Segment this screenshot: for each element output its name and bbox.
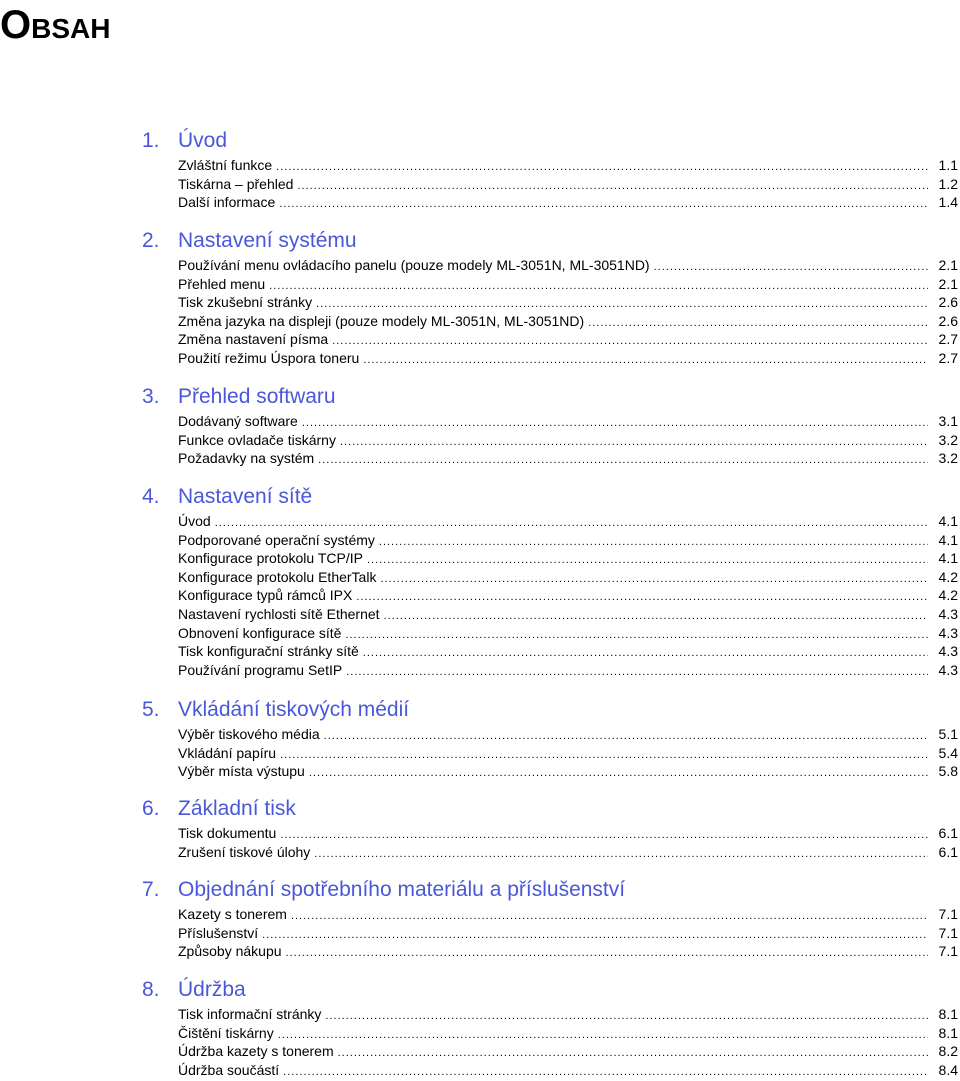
entry-title: Tiskárna – přehled: [178, 175, 294, 192]
toc-chapter-3: [140, 384, 960, 468]
chapter-number: 6.: [142, 797, 160, 820]
entry-page-number: 1.4: [938, 194, 958, 211]
toc-entry[interactable]: [178, 349, 958, 368]
entry-title: Čištění tiskárny: [178, 1024, 274, 1041]
dot-leader: [286, 944, 928, 963]
toc-entry[interactable]: [178, 586, 958, 605]
chapter-entries: [140, 905, 960, 961]
entry-title: Konfigurace typů rámců IPX: [178, 587, 353, 604]
toc-entry[interactable]: [178, 1024, 958, 1043]
entry-title: Další informace: [178, 194, 276, 211]
toc-entry[interactable]: [178, 531, 958, 550]
chapter-title: Objednání spotřebního materiálu a příslušenství: [178, 878, 626, 901]
entry-title: Tisk konfigurační stránky sítě: [178, 643, 359, 660]
chapter-number: 4.: [142, 485, 160, 508]
entry-title: Tisk informační stránky: [178, 1006, 322, 1022]
chapter-title: Údržba: [178, 978, 246, 1001]
chapter-number: 3.: [142, 385, 160, 408]
toc-entry[interactable]: [178, 824, 958, 843]
toc-entry[interactable]: [178, 624, 958, 643]
chapter-heading[interactable]: [140, 796, 960, 822]
dot-leader: [318, 451, 928, 470]
entry-title: Přehled menu: [178, 275, 266, 292]
entry-page-number: 4.2: [938, 587, 958, 604]
toc-entry[interactable]: [178, 1005, 958, 1024]
entry-page-number: 5.8: [938, 763, 958, 780]
entry-title: Zvláštní funkce: [178, 157, 273, 173]
toc-entry[interactable]: [178, 193, 958, 212]
entry-title: Vkládání papíru: [178, 744, 277, 761]
entry-page-number: 4.1: [938, 513, 958, 529]
entry-title: Příslušenství: [178, 924, 259, 941]
entry-title: Konfigurace protokolu EtherTalk: [178, 568, 377, 585]
entry-page-number: 5.4: [938, 744, 958, 761]
entry-title: Údržba kazety s tonerem: [178, 1043, 334, 1060]
chapter-title: Nastavení systému: [178, 229, 357, 252]
chapter-heading[interactable]: [140, 384, 960, 410]
toc-chapter-5: [140, 697, 960, 781]
entry-title: Výběr tiskového média: [178, 726, 320, 742]
entry-page-number: 8.4: [938, 1061, 958, 1078]
entry-page-number: 2.7: [938, 349, 958, 366]
entry-page-number: 4.1: [938, 550, 958, 567]
chapter-entries: [140, 725, 960, 781]
chapter-entries: [140, 156, 960, 212]
chapter-title: Vkládání tiskových médií: [178, 698, 410, 721]
chapter-entries: [140, 512, 960, 679]
chapter-title: Nastavení sítě: [178, 485, 313, 508]
chapter-number: 8.: [142, 978, 160, 1001]
entry-page-number: 6.1: [938, 843, 958, 860]
toc-entry[interactable]: [178, 431, 958, 450]
entry-page-number: 1.1: [938, 157, 958, 173]
chapter-entries: [140, 256, 960, 368]
toc-entry[interactable]: [178, 642, 958, 661]
entry-page-number: 4.3: [938, 624, 958, 641]
toc-entry[interactable]: [178, 512, 958, 531]
entry-title: Požadavky na systém: [178, 450, 315, 467]
dot-leader: [363, 351, 928, 370]
entry-title: Zrušení tiskové úlohy: [178, 843, 311, 860]
chapter-title: Úvod: [178, 129, 228, 152]
entry-title: Podporované operační systémy: [178, 531, 375, 548]
entry-page-number: 8.2: [938, 1043, 958, 1060]
entry-title: Kazety s tonerem: [178, 906, 287, 922]
toc-entry[interactable]: [178, 924, 958, 943]
chapter-heading[interactable]: [140, 697, 960, 723]
toc-entry[interactable]: [178, 256, 958, 275]
dot-leader: [309, 764, 928, 783]
toc-entry[interactable]: [178, 843, 958, 862]
entry-page-number: 7.1: [938, 924, 958, 941]
entry-page-number: 4.3: [938, 661, 958, 678]
toc-chapter-4: [140, 484, 960, 679]
entry-title: Změna nastavení písma: [178, 331, 329, 348]
entry-page-number: 1.2: [938, 175, 958, 192]
toc-entry[interactable]: [178, 549, 958, 568]
entry-page-number: 4.3: [938, 605, 958, 622]
chapter-heading[interactable]: [140, 977, 960, 1003]
toc-entry[interactable]: [178, 449, 958, 468]
chapter-heading[interactable]: [140, 484, 960, 510]
toc-entry[interactable]: [178, 744, 958, 763]
entry-page-number: 4.1: [938, 531, 958, 548]
entry-page-number: 7.1: [938, 943, 958, 960]
entry-page-number: 3.2: [938, 450, 958, 467]
entry-title: Konfigurace protokolu TCP/IP: [178, 550, 363, 567]
toc-entry[interactable]: [178, 605, 958, 624]
entry-title: Používání programu SetIP: [178, 661, 343, 678]
entry-page-number: 2.1: [938, 275, 958, 292]
entry-page-number: 2.6: [938, 312, 958, 329]
chapter-entries: [140, 824, 960, 861]
toc-chapter-8: [140, 977, 960, 1079]
toc-entry[interactable]: [178, 725, 958, 744]
entry-title: Funkce ovladače tiskárny: [178, 431, 336, 448]
toc-chapter-1: [140, 128, 960, 212]
chapter-number: 5.: [142, 698, 160, 721]
entry-title: Způsoby nákupu: [178, 943, 282, 960]
toc-entry[interactable]: [178, 330, 958, 349]
entry-page-number: 2.6: [938, 294, 958, 311]
toc-entry[interactable]: [178, 175, 958, 194]
entry-title: Použití režimu Úspora toneru: [178, 349, 360, 366]
toc-entry[interactable]: [178, 942, 958, 961]
entry-page-number: 6.1: [938, 825, 958, 841]
entry-page-number: 8.1: [938, 1006, 958, 1022]
chapter-heading[interactable]: [140, 128, 960, 154]
dot-leader: [279, 195, 928, 214]
chapter-number: 7.: [142, 878, 160, 901]
toc-chapter-2: [140, 228, 960, 368]
chapter-entries: [140, 1005, 960, 1079]
entry-page-number: 8.1: [938, 1024, 958, 1041]
chapter-number: 2.: [142, 229, 160, 252]
chapter-title: Základní tisk: [178, 797, 296, 820]
toc-entry[interactable]: [178, 568, 958, 587]
chapter-entries: [140, 412, 960, 468]
chapter-heading[interactable]: [140, 877, 960, 903]
dot-leader: [346, 663, 928, 682]
toc-chapter-6: [140, 796, 960, 861]
entry-page-number: 3.2: [938, 431, 958, 448]
entry-page-number: 5.1: [938, 726, 958, 742]
chapter-heading[interactable]: [140, 228, 960, 254]
toc-entry[interactable]: [178, 156, 958, 175]
entry-page-number: 4.2: [938, 568, 958, 585]
entry-title: Tisk zkušební stránky: [178, 294, 313, 311]
toc-entry[interactable]: [178, 905, 958, 924]
entry-page-number: 7.1: [938, 906, 958, 922]
entry-title: Dodávaný software: [178, 413, 298, 429]
chapter-title: Přehled softwaru: [178, 385, 336, 408]
entry-title: Nastavení rychlosti sítě Ethernet: [178, 605, 380, 622]
toc-entry[interactable]: [178, 312, 958, 331]
entry-title: Tisk dokumentu: [178, 825, 277, 841]
chapter-number: 1.: [142, 129, 160, 152]
entry-page-number: 2.7: [938, 331, 958, 348]
toc-entry[interactable]: [178, 412, 958, 431]
entry-title: Obnovení konfigurace sítě: [178, 624, 342, 641]
entry-title: Údržba součástí: [178, 1061, 280, 1078]
dot-leader: [314, 845, 928, 864]
toc-entry[interactable]: [178, 293, 958, 312]
toc-entry[interactable]: [178, 661, 958, 680]
page-title: Obsah: [0, 3, 111, 47]
entry-page-number: 4.3: [938, 643, 958, 660]
entry-page-number: 2.1: [938, 257, 958, 273]
dot-leader: [283, 1063, 928, 1081]
toc-entry[interactable]: [178, 275, 958, 294]
entry-title: Výběr místa výstupu: [178, 763, 305, 780]
entry-title: Úvod: [178, 513, 211, 529]
toc-entry[interactable]: [178, 1042, 958, 1061]
toc-chapter-7: [140, 877, 960, 961]
entry-page-number: 3.1: [938, 413, 958, 429]
toc-entry[interactable]: [178, 762, 958, 781]
entry-title: Používání menu ovládacího panelu (pouze modely ML-3051N, ML-3051ND): [178, 257, 650, 273]
entry-title: Změna jazyka na displeji (pouze modely ML-3051N, ML-3051ND): [178, 312, 585, 329]
